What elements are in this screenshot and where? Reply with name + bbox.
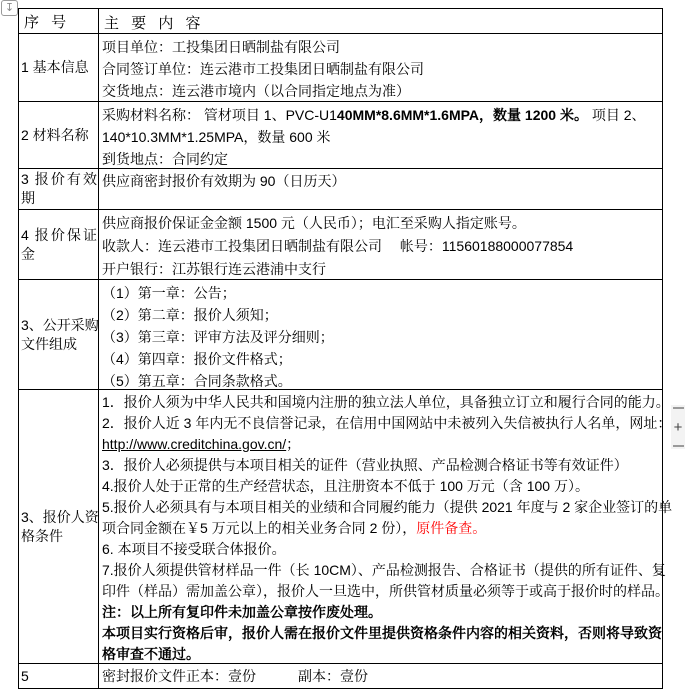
table-row-quote-deposit <box>19 209 662 279</box>
row-content-cell <box>99 664 662 688</box>
text-segment: 到货地点：合同约定 <box>102 151 228 167</box>
content-line <box>102 148 662 170</box>
text-segment: 供应商密封报价有效期为 90（日历天） <box>102 173 346 189</box>
text-segment: 开户银行：江苏银行连云港浦中支行 <box>102 261 326 277</box>
text-segment: 40MM*8.6MM*1.6MPA，数量 1200 米。 <box>336 107 588 123</box>
text-segment: 交货地点：连云港市境内（以合同指定地点为准） <box>102 83 410 99</box>
text-segment: 140*10.3MM*1.25MPA，数量 600 米 <box>102 129 331 145</box>
text-segment: 注：以上所有复印件未加盖公章按作废处理。 <box>102 604 382 620</box>
content-line <box>102 258 662 281</box>
content-line <box>102 304 662 326</box>
row-content-cell <box>99 169 662 209</box>
text-segment: 格审查不通过。 <box>102 646 200 662</box>
table-move-handle[interactable] <box>1 0 18 16</box>
text-segment: 6. 本项目不接受联合体报价。 <box>102 541 286 557</box>
row-label-line: 1 基本信息 <box>21 59 89 75</box>
content-line <box>102 171 662 192</box>
content-line <box>102 36 662 58</box>
header-col-content: 主 要 内 容 <box>104 14 201 32</box>
text-segment: ； <box>286 436 301 452</box>
content-line <box>102 212 662 235</box>
content-line <box>102 80 662 102</box>
content-line <box>102 476 672 497</box>
text-segment: 合同签订单位：连云港市工投集团日晒制盐有限公司 <box>102 61 424 77</box>
text-segment: 7.报价人须提供管材样品一件（长 10CM）、产品检测报告、合格证书（提供的所有证件、复 <box>102 562 666 578</box>
text-segment: （2）第二章：报价人须知； <box>102 307 278 323</box>
table-row-sealed-copies <box>19 663 662 688</box>
row-label-cell <box>19 102 99 168</box>
header-col-seq: 序 号 <box>19 9 99 33</box>
row-label-cell <box>19 34 99 101</box>
content-line <box>102 666 662 687</box>
row-label-cell <box>19 169 99 209</box>
row-content-cell <box>99 34 662 101</box>
content-line <box>102 581 672 602</box>
row-label-line: 金 <box>21 245 35 262</box>
text-segment: 原件备查。 <box>416 520 487 536</box>
text-segment: 5.报价人必须具有与本项目相关的业绩和合同履约能力（提供 2021 年度与 2 家企业签订的单 <box>102 499 673 515</box>
text-segment: 收款人：连云港市工投集团日晒制盐有限公司 帐号：11560188000077854 <box>102 238 574 254</box>
text-segment: 供应商报价保证金金额 1500 元（人民币）；电汇至采购人指定账号。 <box>102 215 526 231</box>
table-row-bidder-qualifications <box>19 389 673 663</box>
row-content-cell <box>99 210 662 279</box>
text-segment: 3．报价人必须提供与本项目相关的证件（营业执照、产品检测合格证书等有效证件） <box>102 457 628 473</box>
table-header-row <box>19 9 662 33</box>
table-row-document-composition <box>19 279 662 389</box>
procurement-table <box>18 8 673 689</box>
content-line <box>102 58 662 80</box>
row-label-line: 4 报价保证 <box>21 226 97 243</box>
row-label-cell <box>19 390 99 663</box>
content-line <box>102 602 672 623</box>
row-label-cell <box>19 664 99 688</box>
text-segment: （1）第一章：公告； <box>102 285 236 301</box>
content-line <box>102 455 672 476</box>
content-line <box>102 623 672 644</box>
text-segment: （5）第五章：合同条款格式。 <box>102 373 292 389</box>
content-line <box>102 539 672 560</box>
row-label-line: 格条件 <box>21 527 63 544</box>
content-line <box>102 497 672 518</box>
content-line <box>102 644 672 665</box>
text-segment: 项目单位：工投集团日晒制盐有限公司 <box>102 39 340 55</box>
row-label-line: 3、公开采购 <box>21 316 99 333</box>
move-arrow-icon: ↧ <box>4 1 15 14</box>
divider-line-top <box>673 407 684 409</box>
creditchina-url-link[interactable]: http://www.creditchina.gov.cn/ <box>102 436 287 452</box>
text-segment: 本项目实行资格后审，报价人需在报价文件里提供资格条件内容的相关资料，否则将导致资 <box>102 625 662 641</box>
row-label-cell <box>19 210 99 279</box>
content-line <box>102 370 662 392</box>
row-content-cell <box>99 280 662 389</box>
row-content-cell <box>99 102 662 168</box>
content-line <box>102 392 672 413</box>
row-label-line: 期 <box>21 190 35 206</box>
content-line <box>102 104 662 126</box>
content-line <box>102 326 662 348</box>
text-segment: 2．报价人近 3 年内无不良信誉记录，在信用中国网站中未被列入失信被执行人名单，网址： <box>102 415 672 431</box>
table-row-quote-validity <box>19 168 662 209</box>
table-body <box>19 33 673 688</box>
content-line <box>102 434 672 455</box>
row-label-line: 2 材料名称 <box>21 126 89 143</box>
row-label-line: 3、报价人资 <box>21 508 99 525</box>
content-line <box>102 235 662 258</box>
text-segment: 4.报价人处于正常的生产经营状态，且注册资本不低于 100 万元（含 100 万）。 <box>102 478 589 494</box>
row-label-cell <box>19 280 99 389</box>
row-content-cell <box>99 390 672 663</box>
text-segment: 采购材料名称： 管材项目 1、PVC-U1 <box>102 107 337 123</box>
content-line <box>102 413 672 434</box>
plus-icon: + <box>673 418 683 436</box>
text-segment: （3）第三章：评审方法及评分细则； <box>102 329 334 345</box>
text-segment: 项合同金额在￥5 万元以上的相关业务合同 2 份）， <box>102 520 417 536</box>
text-segment: 密封报价文件正本：壹份 副本：壹份 <box>102 668 368 684</box>
text-segment: 1．报价人须为中华人民共和国境内注册的独立法人单位，具备独立订立和履行合同的能力。 <box>102 394 670 410</box>
content-line <box>102 348 662 370</box>
content-line <box>102 560 672 581</box>
text-segment: 项目 2、 <box>587 107 646 123</box>
table-row-basic-info <box>19 33 662 101</box>
text-segment: （4）第四章：报价文件格式； <box>102 351 292 367</box>
row-label-line: 3 报价有效 <box>21 171 97 187</box>
table-row-material-name <box>19 101 662 168</box>
content-line <box>102 518 672 539</box>
row-label-line: 文件组成 <box>21 335 77 352</box>
scroll-expand-control[interactable] <box>671 405 685 449</box>
divider-line-bottom <box>673 445 684 447</box>
row-label-line: 5 <box>21 667 29 684</box>
content-line <box>102 126 662 148</box>
content-line <box>102 282 662 304</box>
text-segment: 印件（样品）需加盖公章），报价人一旦选中，所供管材质量必须等于或高于报价时的样品。 <box>102 583 669 599</box>
